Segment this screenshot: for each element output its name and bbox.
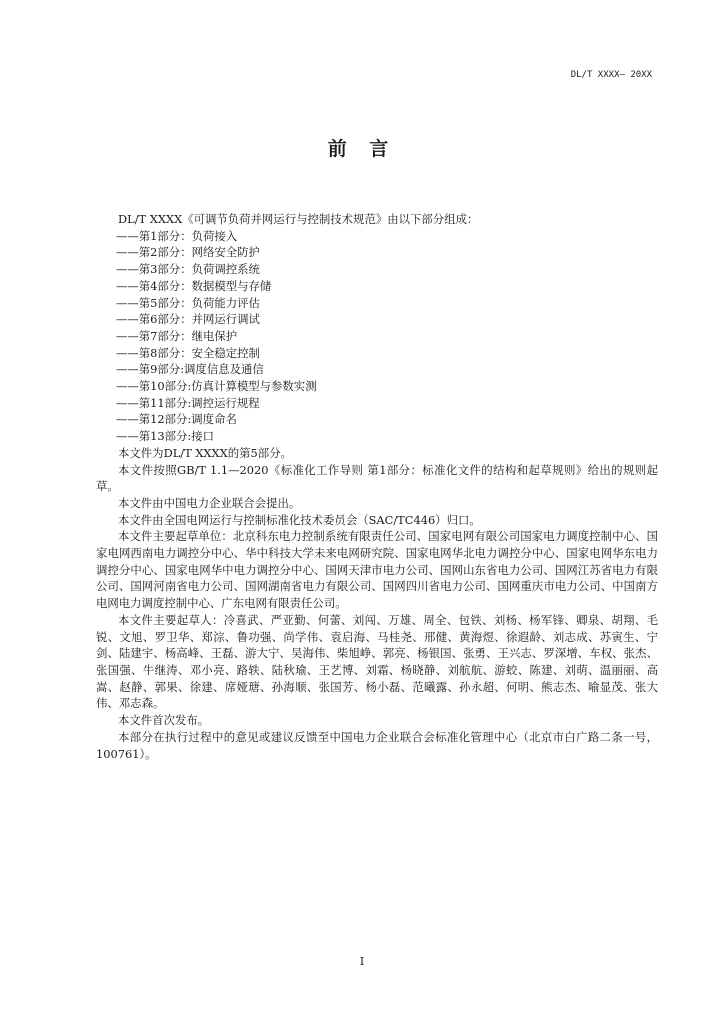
first-release-paragraph: 本文件首次发布。 <box>118 713 210 728</box>
drafting-units-paragraph: 本文件主要起草单位：北京科东电力控制系统有限责任公司、国家电网有限公司国家电力调度控制中心、国家电网西南电力调控分中心、华中科技大学未来电网研究院、国家电网华北电力调控分中心、国家电网华东电力调控分中心、国家电网华中电力调控分中心、国网天津市电力公司、国网山东省电力公司、国网江苏省电力有限公司、国网河南省电力公司、国网湖南省电力有限公司、国网四川省电力公司、国网重庆市电力公司、中国南方电网电力调度控制中心、广东电网有限责任公司。 <box>96 529 658 611</box>
document-code-header: DL/T XXXX— 20XX <box>570 70 652 80</box>
part-list-item: ——第11部分:调控运行规程 <box>116 395 260 410</box>
page-title: 前 言 <box>327 138 397 160</box>
part-list-item: ——第5部分：负荷能力评估 <box>116 295 260 310</box>
page-number: I <box>359 955 365 968</box>
part-list-item: ——第13部分:接口 <box>116 429 215 444</box>
part-statement-paragraph: 本文件为DL/T XXXX的第5部分。 <box>118 445 292 460</box>
part-list-item: ——第8部分：安全稳定控制 <box>116 345 260 360</box>
proposer-paragraph: 本文件由中国电力企业联合会提出。 <box>118 495 301 510</box>
part-list-item: ——第2部分：网络安全防护 <box>116 245 260 260</box>
part-list-item: ——第7部分：继电保护 <box>116 328 238 343</box>
drafting-rules-paragraph: 本文件按照GB/T 1.1—2020《标准化工作导则 第1部分：标准化文件的结构和起草规则》给出的规则起草。 <box>96 462 658 494</box>
part-list-item: ——第12部分:调度命名 <box>116 412 237 427</box>
part-list-item: ——第10部分:仿真计算模型与参数实测 <box>116 379 317 394</box>
feedback-paragraph: 本部分在执行过程中的意见或建议反馈至中国电力企业联合会标准化管理中心（北京市白广路二条一号，100761）。 <box>96 729 658 761</box>
foreword-body <box>96 211 658 762</box>
part-list-item: ——第1部分：负荷接入 <box>116 228 238 243</box>
part-list-item: ——第6部分：并网运行调试 <box>116 312 260 327</box>
part-list-item: ——第4部分：数据模型与存储 <box>116 278 272 293</box>
part-list-item: ——第3部分：负荷调控系统 <box>116 262 260 277</box>
intro-paragraph: DL/T XXXX《可调节负荷并网运行与控制技术规范》由以下部分组成： <box>118 212 479 226</box>
part-list-item: ——第9部分:调度信息及通信 <box>116 362 264 377</box>
drafters-paragraph: 本文件主要起草人：冷喜武、严亚勤、何蕾、刘闯、万雄、周全、包铁、刘杨、杨军锋、卿泉、胡翔、毛锐、文旭、罗卫华、郑淙、鲁功强、尚学伟、袁启海、马桂尧、邢健、黄海煜、徐遐龄、刘志成、苏寅生、宁剑、陆建宇、杨高峰、王磊、游大宁、吴海伟、柴旭峥、郭亮、杨银国、张勇、王兴志、罗深增、车权、张杰、张国强、牛继涛、邓小亮、路轶、陆秋瑜、王艺博、刘霜、杨晓静、刘航航、游蛟、陈建、刘萌、温丽丽、高嵩、赵静、郭果、徐建、席娅瑭、孙海顺、张国芳、杨小磊、范曦露、孙永超、何明、熊志杰、喻显茂、张大伟、邓志森。 <box>96 612 658 711</box>
committee-paragraph: 本文件由全国电网运行与控制标准化技术委员会（SAC/TC446）归口。 <box>118 512 481 527</box>
